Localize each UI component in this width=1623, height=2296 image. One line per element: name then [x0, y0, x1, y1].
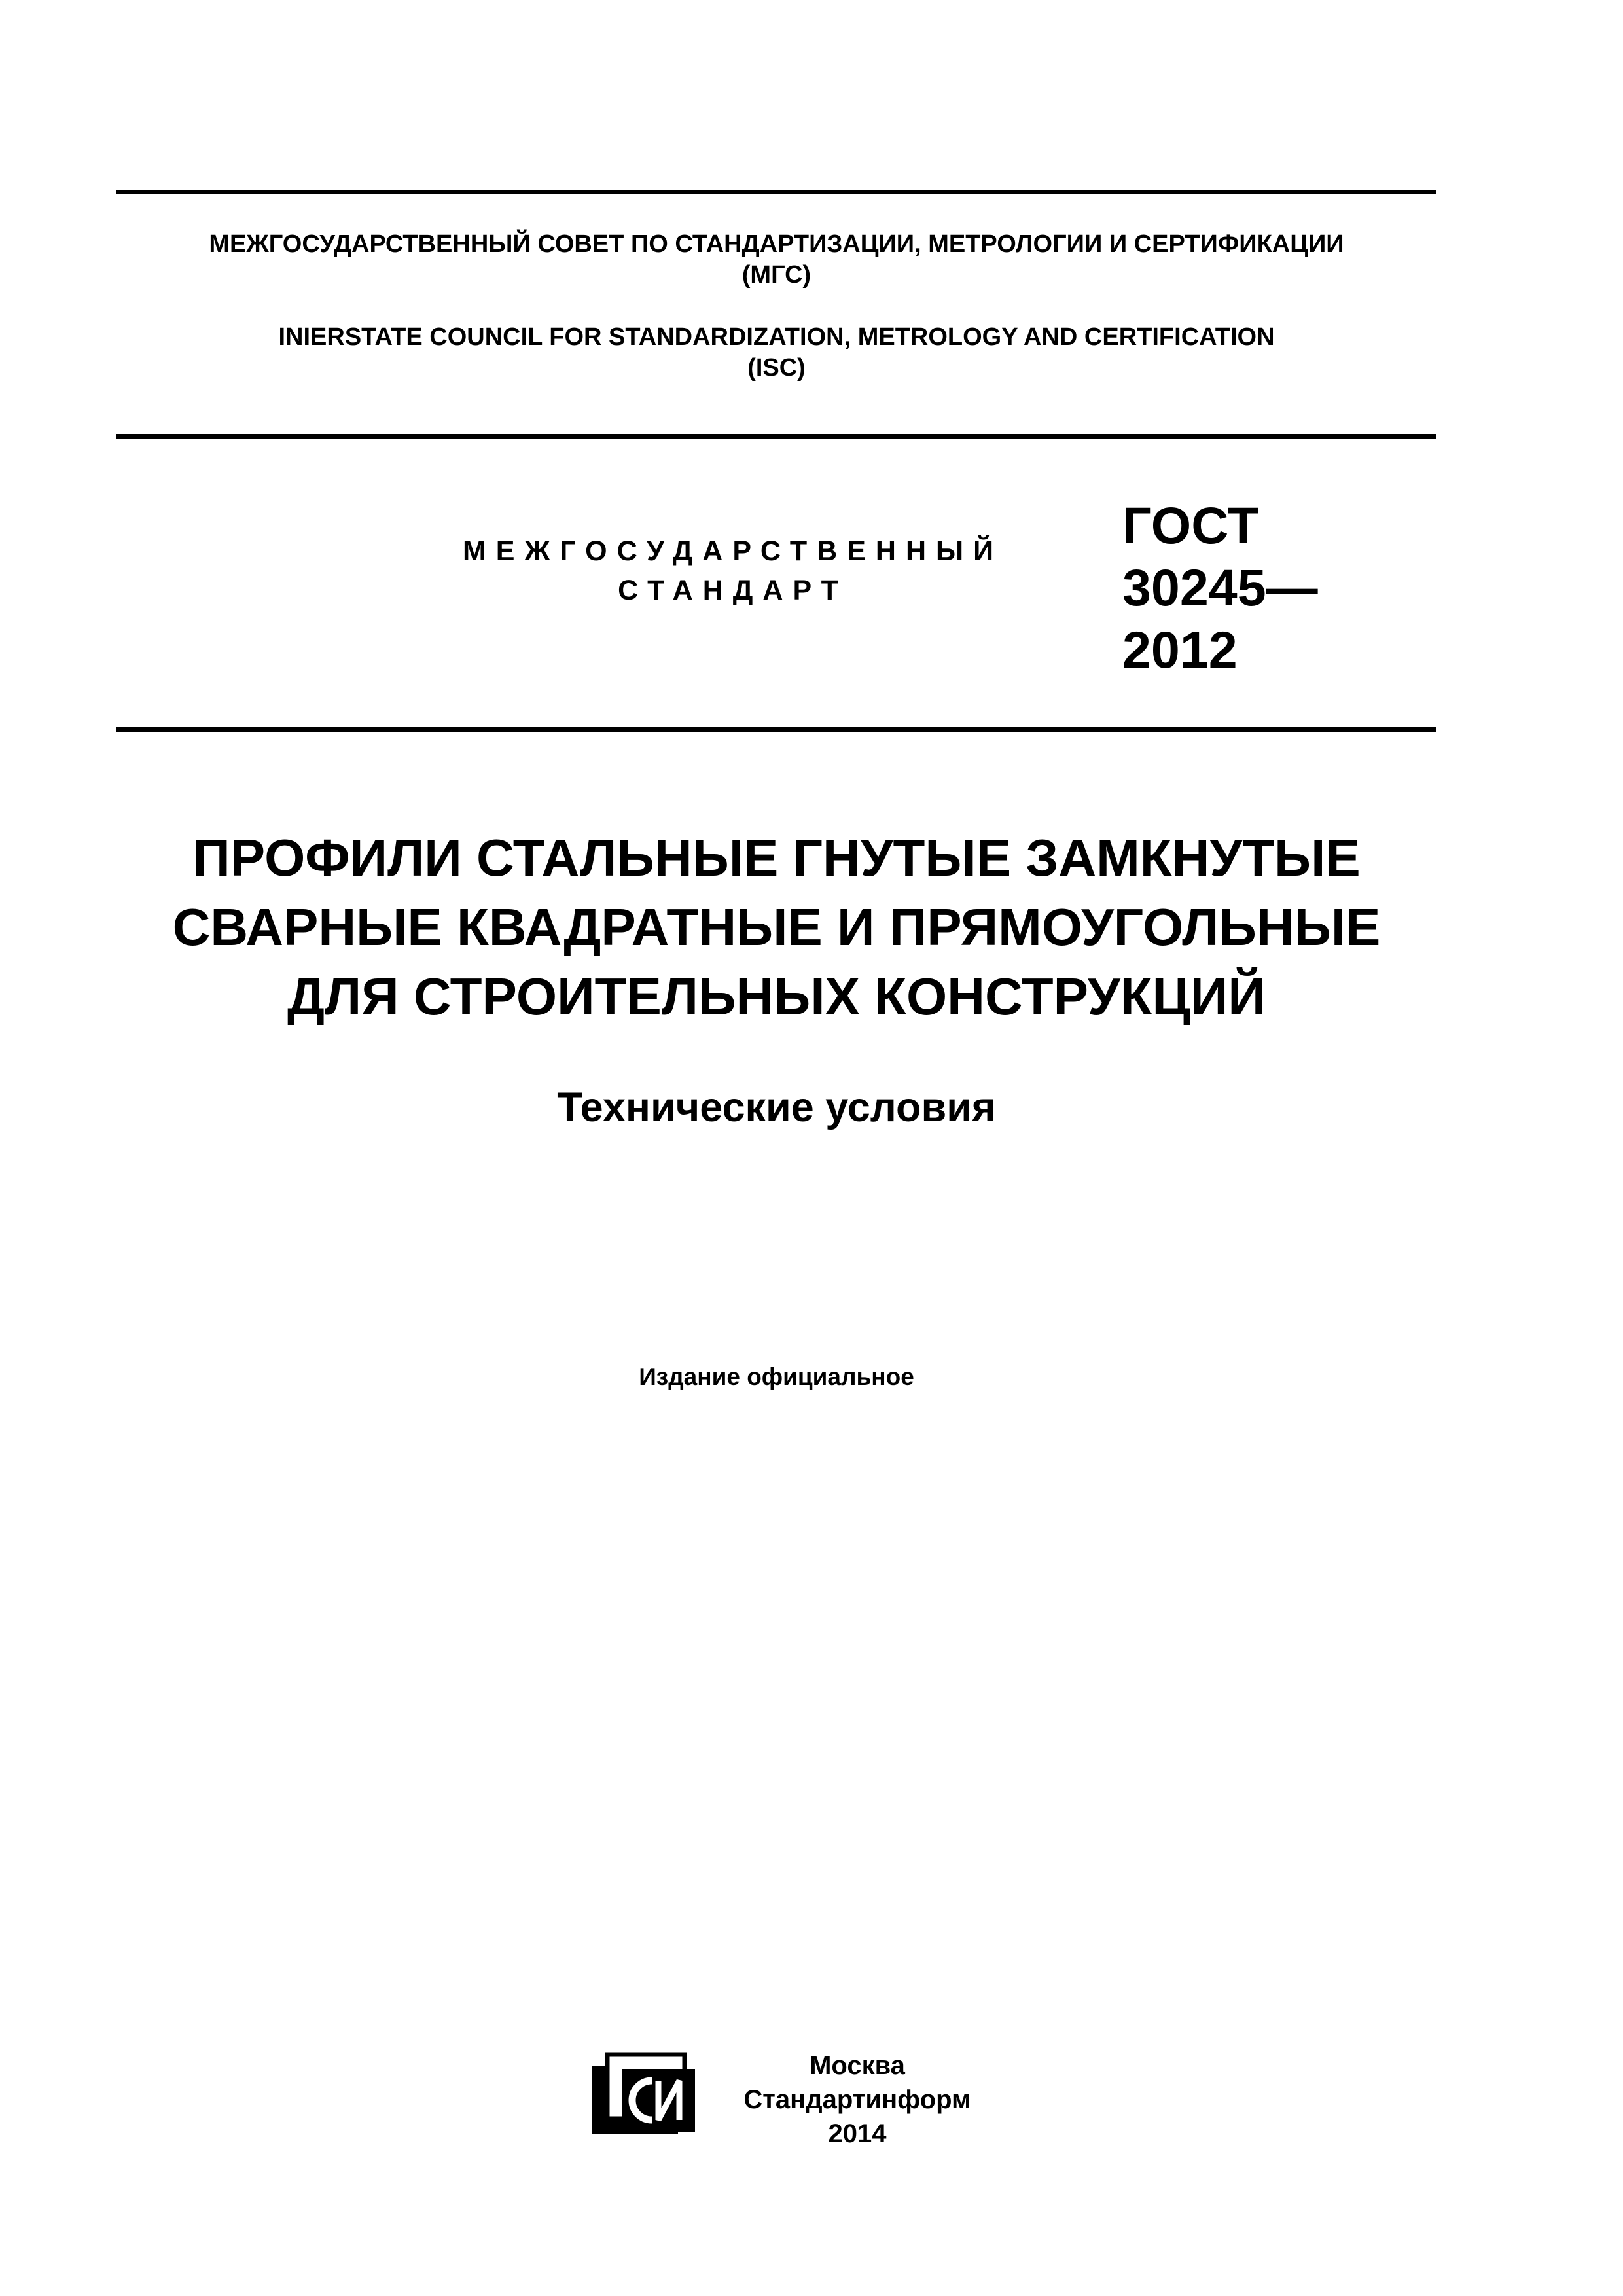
publisher-name: Стандартинформ [743, 2085, 971, 2114]
council-ru-name: МЕЖГОСУДАРСТВЕННЫЙ СОВЕТ ПО СТАНДАРТИЗАЦИИ, МЕТРОЛОГИИ И СЕРТИФИКАЦИИ [209, 230, 1344, 258]
title-line-2: СВАРНЫЕ КВАДРАТНЫЕ И ПРЯМОУГОЛЬНЫЕ [172, 898, 1381, 956]
gost-number-block [1122, 494, 1318, 681]
council-en-abbr: (ISC) [747, 354, 806, 382]
publisher-block [694, 2049, 1021, 2151]
title-line-3: ДЛЯ СТРОИТЕЛЬНЫХ КОНСТРУКЦИЙ [287, 967, 1266, 1026]
standard-label [419, 531, 1047, 610]
gost-year: 2012 [1122, 620, 1238, 679]
document-subtitle: Технические условия [557, 1085, 996, 1130]
publisher-year: 2014 [828, 2119, 887, 2148]
council-en-name: INIERSTATE COUNCIL FOR STANDARDIZATION, METROLOGY AND CERTIFICATION [278, 323, 1275, 351]
gost-number: 30245— [1122, 558, 1318, 617]
council-ru [116, 229, 1436, 291]
edition-note: Издание официальное [639, 1363, 914, 1390]
gost-code: ГОСТ [1122, 496, 1259, 554]
standard-rule [116, 727, 1436, 732]
document-title [116, 823, 1436, 1031]
publisher-city: Москва [810, 2051, 905, 2080]
council-rule [116, 434, 1436, 439]
standard-label-line2: СТАНДАРТ [618, 575, 848, 606]
council-ru-abbr: (МГС) [741, 261, 812, 289]
top-rule [116, 190, 1436, 194]
standartinform-logo-icon [589, 2052, 704, 2137]
title-line-1: ПРОФИЛИ СТАЛЬНЫЕ ГНУТЫЕ ЗАМКНУТЫЕ [192, 829, 1361, 887]
council-en [116, 322, 1436, 384]
standard-label-line1: МЕЖГОСУДАРСТВЕННЫЙ [462, 535, 1004, 567]
